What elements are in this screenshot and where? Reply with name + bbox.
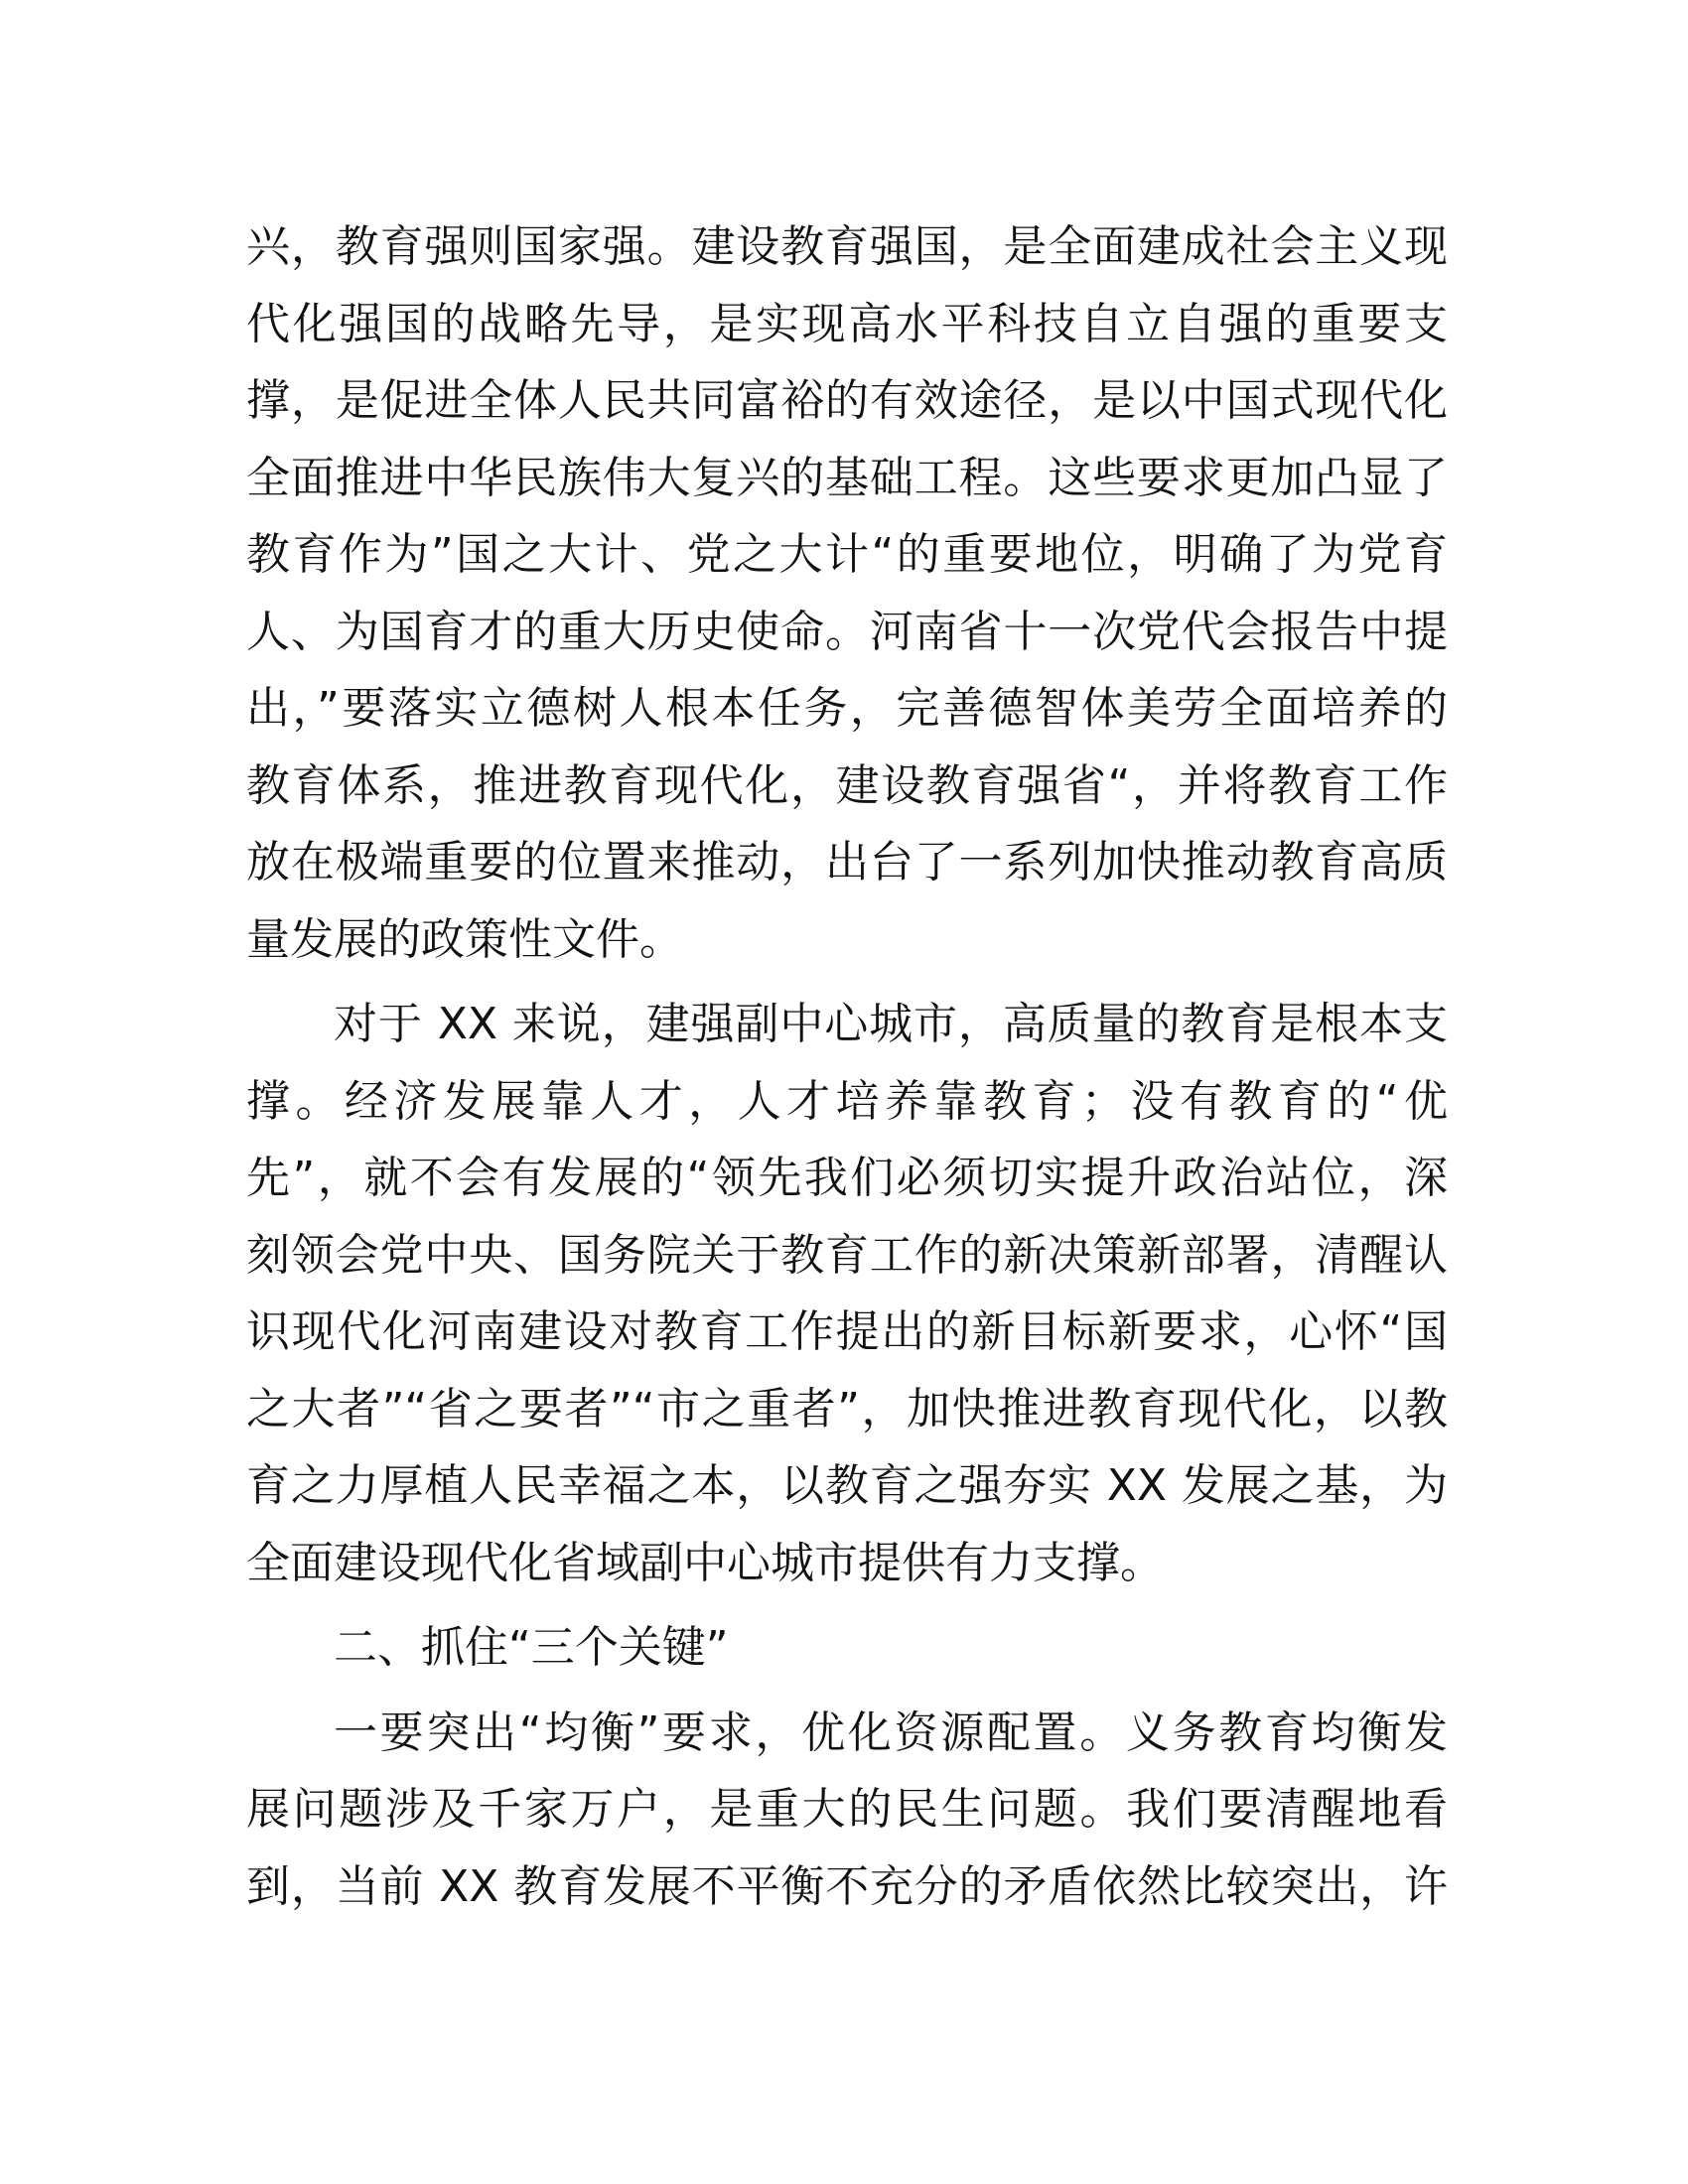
heading-text: 二、抓住“三个关键” <box>334 1622 729 1673</box>
section-heading <box>246 1609 1448 1687</box>
text-line: 教育体系，推进教育现代化，建设教育强省“，并将教育工作 <box>246 759 1448 811</box>
text-line: 育之力厚植人民幸福之本，以教育之强夯实 XX 发展之基，为 <box>246 1460 1448 1511</box>
text-line: 识现代化河南建设对教育工作提出的新目标新要求，心怀“国 <box>246 1306 1448 1357</box>
text-line: 全面建设现代化省域副中心城市提供有力支撑。 <box>246 1537 1164 1588</box>
paragraph-1 <box>246 208 1448 978</box>
text-line: 一要突出“均衡”要求，优化资源配置。义务教育均衡发 <box>334 1706 1448 1758</box>
text-line: 撑，是促进全体人民共同富裕的有效途径，是以中国式现代化 <box>246 375 1448 426</box>
text-line: 量发展的政策性文件。 <box>246 913 683 965</box>
text-line: 到，当前 XX 教育发展不平衡不充分的矛盾依然比较突出，许 <box>246 1860 1448 1912</box>
paragraph-2 <box>246 986 1448 1601</box>
text-line: 人、为国育才的重大历史使命。河南省十一次党代会报告中提 <box>246 606 1448 657</box>
text-line: 对于 XX 来说，建强副中心城市，高质量的教育是根本支 <box>334 999 1448 1049</box>
text-line: 代化强国的战略先导，是实现高水平科技自立自强的重要支 <box>246 298 1448 349</box>
text-line: 出，”要落实立德树人根本任务，完善德智体美劳全面培养的 <box>246 683 1448 734</box>
text-line: 之大者”“省之要者”“市之重者”，加快推进教育现代化，以教 <box>246 1383 1448 1434</box>
text-line: 撑。经济发展靠人才，人才培养靠教育；没有教育的“优 <box>246 1075 1448 1127</box>
text-line: 先”，就不会有发展的“领先我们必须切实提升政治站位，深 <box>246 1153 1448 1203</box>
text-line: 展问题涉及千家万户，是重大的民生问题。我们要清醒地看 <box>246 1784 1448 1835</box>
text-line: 全面推进中华民族伟大复兴的基础工程。这些要求更加凸显了 <box>246 452 1448 503</box>
document-body <box>246 208 1448 1925</box>
text-line: 兴，教育强则国家强。建设教育强国，是全面建成社会主义现 <box>246 221 1448 272</box>
text-line: 放在极端重要的位置来推动，出台了一系列加快推动教育高质 <box>246 837 1448 887</box>
text-line: 教育作为”国之大计、党之大计“的重要地位，明确了为党育 <box>246 529 1448 580</box>
paragraph-3 <box>246 1695 1448 1926</box>
text-line: 刻领会党中央、国务院关于教育工作的新决策新部署，清醒认 <box>246 1229 1448 1281</box>
